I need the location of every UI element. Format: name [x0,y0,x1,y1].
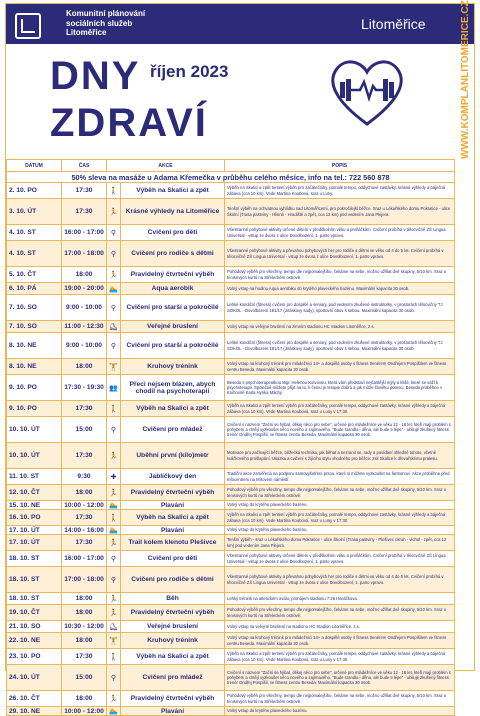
row-date: 3. 10. ÚT [7,199,62,225]
row-action: Plavání [121,526,225,535]
row-action: Přeci nejsem blázen, abych chodil na psychoterapii [121,375,225,401]
row-time: 17:30 - 19:30 [62,375,107,401]
row-time: 17:30 [62,199,107,225]
row-time: 18:00 [62,633,107,649]
row-action: Cvičení pro starší a pokročilé [121,333,225,359]
org-name-line2: sociálních služeb [66,18,133,28]
row-desc: Lehké kondiční (fitness) cvičení pro dospělé a seniory, pod vedením zkušené instruktorky, v prostorách tělocvičny TJ SOKOL - Dovolbození 191/17 (Jiráskovy sady), sportovní obuv s sebou. Maximální kapacita 30 osob. [225,295,455,321]
row-date: 18. 10. ST [7,567,62,593]
row-time: 17:00 - 18:00 [62,567,107,593]
row-activity-icon: ⚲ [107,417,121,443]
row-desc: Všestranné pohybové aktivity určené dětem v předškolním věku a prvňáčkům. Cvičení probíhá v tělocvičně ZŠ Lingua Universal - vstup ze dvora z ulice Dovolbození, 1. patro vpravo. [225,551,455,567]
row-date: 22. 10. NE [7,633,62,649]
table-row [7,526,455,535]
row-action: Pravidelný čtvrteční výběh [121,267,225,283]
row-activity-icon: 🚶 [107,183,121,199]
row-desc: Pohodový výběh pro všechny, tempo dle nejpomalejšího, čekáme na sebe, možno užíllat dvě skupiny, 5/10 km. Sraz u tenisových kurtů na Střeleckém ostrově. [225,691,455,707]
table-header-row [7,160,455,172]
table-row [7,359,455,375]
table-row [7,469,455,485]
header-date: DATUM [7,160,62,172]
org-name-line1: Komunitní plánování [66,9,146,18]
row-date: 23. 10. PO [7,649,62,665]
row-date: 9. 10. PO [7,401,62,417]
row-date: 17. 10. ÚT [7,526,62,535]
row-action: Cvičení pro děti [121,551,225,567]
row-date: 9. 10. PO [7,375,62,401]
row-activity-icon: 🏃 [107,443,121,469]
row-time: 16:00 - 17:00 [62,551,107,567]
row-date: 7. 10. SO [7,295,62,321]
row-date: 17. 10. ÚT [7,535,62,551]
row-time: 14:00 - 16:00 [62,526,107,535]
row-action: Cvičení pro rodiče s dětmi [121,567,225,593]
row-date: 24. 10. ÚT [7,665,62,691]
row-activity-icon: 🚶 [107,510,121,526]
events-table [6,159,455,716]
row-time: 15:00 [62,417,107,443]
row-activity-icon: 🚶 [107,649,121,665]
row-desc: Volný vstup na hodinu Aqua aerobiku do krytého plaveckého bazénu. Maximální kapacita 30 osob. [225,283,455,295]
row-activity-icon: 🏃 [107,199,121,225]
row-action: Veřejné bruslení [121,321,225,333]
row-date: 26. 10. ČT [7,691,62,707]
row-date: 19. 10. ČT [7,605,62,621]
row-activity-icon: 🏃 [107,267,121,283]
row-time: 17:30 [62,649,107,665]
row-action: Cvičení pro starší a pokročilé [121,295,225,321]
row-time: 18:00 [62,485,107,501]
row-action: Plavání [121,501,225,510]
row-action: Výběh na Skalici a zpět [121,510,225,526]
row-time: 11:00 - 12:30 [62,321,107,333]
row-date: 15. 10. NE [7,501,62,510]
title-line1: DNY [50,54,141,98]
row-activity-icon: 🏃 [107,691,121,707]
row-desc: Volný vstup na kruhový trénink pro mládežnici 14+ a dospělé osoby s fitness trenérem Ondřejem Pospíšilem ve fitness centru Beseda. Maximální kapacita 30 osob. [225,633,455,649]
row-action: Cvičení pro mládež [121,417,225,443]
table-row [7,283,455,295]
row-desc: Všestranné pohybové aktivity a převahou pohybových her pro rodiče s dětmi ve věku od 4 do 5 let. Cvičení probíhá v tělocvičně ZŠ Lingua Universal - vstup ze dvora z ulice Dovolbození, 1. patro vpravo. [225,567,455,593]
row-desc: Výběh na Skalici a zpět tentení výběh pro začátečníky, pomalé tempo, oddychové zastávky, krásné výhledy a báječná zábava (cca 10 km). Vede Martina Koubová, sraz u Luny v 17:30. [225,510,455,526]
row-date: 10. 10. ÚT [7,417,62,443]
row-desc: Výběh na Skalici a zpět tentení výběh pro začátečníky, pomalé tempo, oddychové zastávky, krásné výhledy a báječná zábava (cca 10 km). Vede Martina Koubová, sraz u Luny v 17:30. [225,401,455,417]
row-action: Výběh na Skalici a zpět [121,401,225,417]
table-row [7,485,455,501]
row-date: 4. 10. ST [7,225,62,241]
row-date: 2. 10. PO [7,183,62,199]
row-activity-icon: 👥 [107,375,121,401]
row-time: 18:00 [62,691,107,707]
table-row [7,535,455,551]
row-date: 18. 10. ST [7,551,62,567]
row-date: 8. 10. NE [7,359,62,375]
row-action: Běh [121,593,225,605]
row-action: Cvičení pro mládež [121,665,225,691]
row-date: 5. 10. ČT [7,267,62,283]
row-action: Jablíčkový den [121,469,225,485]
row-activity-icon: ⚲ [107,333,121,359]
promo-text: 50% sleva na masáže u Adama Křemečka v průběhu celého měsíce, info na tel.: 722 560 878 [7,172,455,183]
row-date: 12. 10. ČT [7,485,62,501]
row-desc: Výběh na Skalici a zpět tentení výběh pro začátečníky, pomalé tempo, oddychové zastávky, krásné výhledy a báječná zábava (cca 10 km). Vede Martina Koubová, sraz u Luny v 17:30. [225,649,455,665]
row-activity-icon: ⚲ [107,241,121,267]
table-row [7,267,455,283]
row-desc: Lehké kondiční (fitness) cvičení pro dospělé a seniory, pod vedením zkušené instruktorky, v prostorách tělocvičny TJ SOKOL - Dovolbození 191/17 (Jiráskovy sady), sportovní obuv s sebou. Maximální kapacita 30 osob. [225,333,455,359]
row-desc: Všestranné pohybové aktivity a převahou pohybových her pro rodiče s dětmi ve věku od 4 do 5 let. Cvičení probíhá v tělocvičně ZŠ Lingua Universal - vstup ze dvora z ulice Dovolbození, 1. patro vpravo. [225,241,455,267]
row-desc: Motivace pro začínající běžce, běžecká technika, jak běhat a nezranit se, rady a povídání ohledně tohoto, včetně kuličkového prošlapání. Ukázka a cvičení s žijícího stylu vhodného pro běžce: zsk Skalice k dřevařskému pralesu. [225,443,455,469]
row-desc: Volný vstup do krytého plaveckého bazénu. [225,707,455,716]
table-row [7,443,455,469]
header-action: AKCE [107,160,225,172]
row-action: Cvičení pro děti [121,225,225,241]
row-date: 18. 10. ST [7,593,62,605]
header-desc: POPIS [225,160,455,172]
table-row [7,551,455,567]
row-time: 17:30 [62,183,107,199]
row-time: 17:30 [62,535,107,551]
row-desc: Volný vstup na kruhový trénink pro mládežnici 14+ a dospělé osoby s fitness trenérem Ondřejem Pospíšilem ve fitness centru Beseda. Maximální kapacita 30 osob. [225,359,455,375]
row-desc: Cvičení s názvem "Začni se hýbat, děkej něco pro sebe", určené pro mládežníce ve věku 12 - 18 let, kteří mají problém s pohybem a chtějí vyzkoušet něco nového a zajímavého. "Bude srandla i dřina, ale bude ti lépe" - ubilujé zkušený fitness trenér Ondřej Pospíšil, ve fitness centru Beseda. Maximální kapacita 30 osob. [225,665,455,691]
table-row [7,225,455,241]
row-desc: Pohodový výběh pro všechny, tempo dle nejpomalejšího, čekáme na sebe, možno užíllat dvě skupiny, 5/10 km. Sraz u tenisových kurtů na Střeleckém ostrově. [225,605,455,621]
org-name-line3: Litoměřice [66,28,107,37]
promo-row [7,172,455,183]
row-desc: Tradiční akce zaměřená na podporu samovyšetření prsou, které si můžete vyzkoušet na fantomovi. Akce proběhne před Infocentrem na Mírovém náměstí. [225,469,455,485]
row-activity-icon: 🏊 [107,707,121,716]
table-row [7,691,455,707]
row-action: Cvičení pro rodiče s dětmi [121,241,225,267]
row-activity-icon: ⛸ [107,621,121,633]
row-time: 19:00 - 20:00 [62,283,107,295]
row-action: Pravidelný čtvrteční výběh [121,605,225,621]
row-desc: Pohodový výběh pro všechny, tempo dle nejpomalejšího, čekáme na sebe, možno užíllat dvě skupiny, 5/10 km. Sraz u tenisových kurtů na Střeleckém ostrově. [225,485,455,501]
row-time: 10:00 - 12:00 [62,501,107,510]
table-row [7,241,455,267]
row-activity-icon: 🏃 [107,605,121,621]
row-activity-icon: 🏊 [107,283,121,295]
row-desc: Volný vstup na veřejné bruslení na stadionu HC Stadion Litoměřice, z.s. [225,621,455,633]
row-desc: Výběh na Skalici a zpět tentení výběh pro začátečníky, pomalé tempo, oddychové zastávky, krásné výhledy a báječná zábava (cca 10 km). Vede Martina Koubová, sraz u Luny. [225,183,455,199]
row-time: 15:00 [62,665,107,691]
website-url[interactable]: WWW.KOMPLANLITOMERICE.CZ [460,0,471,159]
row-activity-icon: 🏃 [107,593,121,605]
table-row [7,605,455,621]
row-desc: Volný vstup do krytého plaveckého bazénu. [225,526,455,535]
title-line2: ZDRAVÍ [50,101,208,145]
row-time: 9:30 [62,469,107,485]
row-date: 16. 10. PO [7,510,62,526]
table-row [7,649,455,665]
row-date: 29. 10. NE [7,707,62,716]
row-desc: Beseda s psychoterapeutkou Mgr. Helenou Kotvovou, která vám představí nejčastější mýty a klišé, které se váží k psychoterapii. Společně můžete přijít na to, k čemu je terapie dobrá a jak může člověku pomoci. Beseda proběhne v Knihovně Karla Hynka Máchy. [225,375,455,401]
table-row [7,199,455,225]
row-time: 10:30 - 12:00 [62,621,107,633]
table-row [7,295,455,321]
row-desc: Lehký trénink na atletickém oválu, pronájem stadionu 7:25 Hanličkova. [225,593,455,605]
city-logo: Litoměřice [361,16,426,32]
row-activity-icon: ⚲ [107,665,121,691]
row-date: 6. 10. PÁ [7,283,62,295]
row-time: 18:00 [62,593,107,605]
row-desc: Všestranné pohybové aktivity určené dětem v předškolním věku a prvňáčkům. Cvičení probíhá v tělocvičně ZŠ Lingua Universal - vstup ze dvora z ulice Dovolbození, 1. patro vpravo. [225,225,455,241]
row-desc: Volný vstup na veřejné bruslení na zimním stadionu HC Stadion Litoměřice, z.s. [225,321,455,333]
row-action: Pravidelný čtvrteční výběh [121,691,225,707]
row-desc: Volný vstup do krytého plaveckého bazénu. [225,501,455,510]
row-action: Veřejné bruslení [121,621,225,633]
heart-dumbbell-icon [324,52,410,132]
row-time: 17:30 [62,510,107,526]
table-row [7,707,455,716]
row-time: 18:00 [62,359,107,375]
row-activity-icon: 🏊 [107,501,121,510]
row-activity-icon: ⚲ [107,567,121,593]
row-action: Výběh na Skalici a zpět [121,183,225,199]
row-time: 17:30 [62,401,107,417]
row-activity-icon: 🏋 [107,359,121,375]
row-time: 16:00 - 17:00 [62,225,107,241]
row-desc: Cvičení s názvem "Začni se hýbat, děkej něco pro sebe", určené pro mládežníce ve věku 12 - 18 let, kteří mají problém s pohybem a chtějí vyzkoušet něco nového a zajímavého. "Bude srandla i dřina, ale bude ti lépe" - ubilujé zkušený fitness trenér Ondřej Pospíšil, ve fitness centru Beseda. Maximální kapacita 30 osob. [225,417,455,443]
row-time: 9:00 - 10:00 [62,333,107,359]
row-activity-icon: ✚ [107,469,121,485]
row-date: 10. 10. ÚT [7,443,62,469]
table-row [7,375,455,401]
table-row [7,401,455,417]
org-logo-icon [15,13,41,39]
row-desc: Tenšní výběh na ochvatnou vyhlídku nad Litoměřicemi, pro pokročilejší běžce. Sraz u Lékařského domu Pokratice - ulice Školní (Trasa pastviny - Hlinná - Hradiště a zpět, cca 12 km) pod vedením Jana Plejera. [225,199,455,225]
row-activity-icon: 🏃 [107,535,121,551]
row-activity-icon: ⛸ [107,321,121,333]
row-date: 4. 10. ST [7,241,62,267]
table-row [7,621,455,633]
row-time: 9:00 - 10:00 [62,295,107,321]
row-action: Výběh na Skalici a zpět [121,649,225,665]
row-activity-icon: ⚲ [107,551,121,567]
row-action: Uběhni první (kilo)metr [121,443,225,469]
row-time: 17:30 [62,443,107,469]
header-bar [6,4,474,44]
row-time: 10:00 - 12:00 [62,707,107,716]
row-date: 21. 10. SO [7,621,62,633]
row-time: 18:00 [62,267,107,283]
table-row [7,510,455,526]
table-row [7,183,455,199]
table-row [7,501,455,510]
header-time: ČAS [62,160,107,172]
row-date: 8. 10. NE [7,333,62,359]
row-activity-icon: ⚲ [107,225,121,241]
row-activity-icon: 🚶 [107,401,121,417]
table-row [7,593,455,605]
table-row [7,665,455,691]
row-time: 17:00 - 18:00 [62,241,107,267]
row-activity-icon: 🏃 [107,485,121,501]
row-activity-icon: ⚲ [107,295,121,321]
row-action: Krásné výhledy na Litoměřice [121,199,225,225]
row-desc: Pohodový výběh pro všechny, tempo dle nejpomalejšího, čekáme na sebe, možno užíllat dvě skupiny, 5/10 km. Sraz u tenisových kurtů na Střeleckém ostrově. [225,267,455,283]
table-row [7,567,455,593]
org-name [66,9,145,38]
row-desc: Tenšní výběh - sraz u Lékařského domu Pokratice - ulice Školní (Trasa pastviny - Plešivec okruh - vichol - zpět, cca 12 km) pod vedením Jana Plejera. [225,535,455,551]
row-action: Pravidelný čtvrteční výběh [121,485,225,501]
row-date: 7. 10. SO [7,321,62,333]
row-time: 18:00 [62,605,107,621]
poster [5,0,475,715]
table-row [7,417,455,443]
table-row [7,633,455,649]
table-row [7,321,455,333]
row-action: Aqua aerobik [121,283,225,295]
row-action: Plavání [121,707,225,716]
row-action: Kruhový trénink [121,633,225,649]
row-action: Trail kolem klenotu Plešivce [121,535,225,551]
row-activity-icon: 🏊 [107,526,121,535]
row-action: Kruhový trénink [121,359,225,375]
row-date: 11. 10. ST [7,469,62,485]
month-label: říjen 2023 [150,62,229,81]
row-activity-icon: 🏋 [107,633,121,649]
table-row [7,333,455,359]
